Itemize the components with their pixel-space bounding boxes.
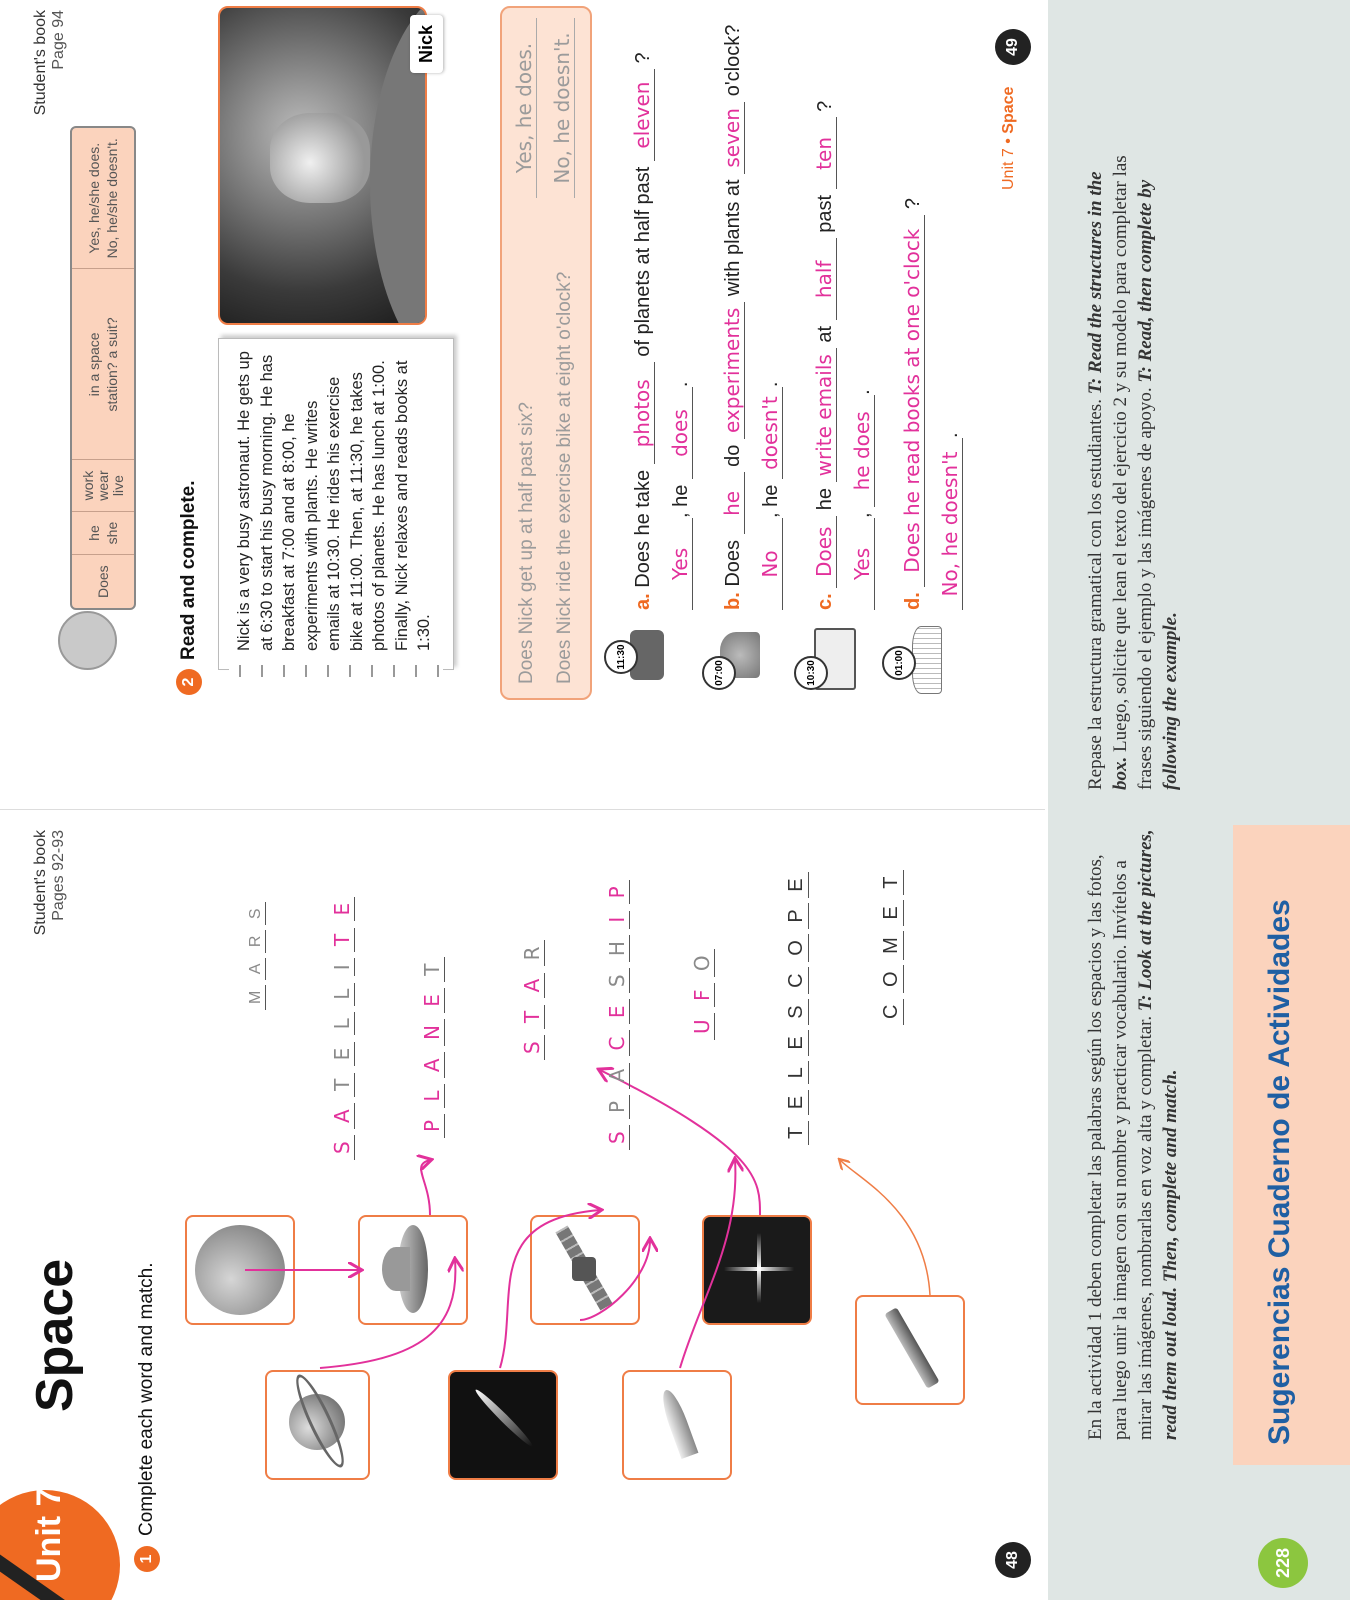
mascot-icon — [58, 611, 117, 670]
book-reference-pages: Pages 92-93 — [50, 830, 67, 921]
word-satellite — [330, 897, 355, 1160]
example-answer-1: Yes, he does. — [512, 18, 537, 198]
activity-instruction-2: Read and complete. — [178, 480, 199, 660]
letter: E — [785, 1030, 809, 1055]
book-reference-right — [32, 10, 68, 160]
item-c-question: c. Does he write emails at half past ten ? — [812, 100, 836, 610]
letter: T — [420, 957, 445, 981]
item-letter: c. — [814, 593, 836, 610]
letter: L — [330, 1012, 355, 1035]
letter: S — [785, 999, 809, 1024]
letter: T — [330, 1073, 355, 1097]
word-ufo — [690, 949, 715, 1040]
nick-label: Nick — [410, 15, 443, 73]
clock-icon: 11:30 — [604, 640, 638, 674]
item-b-picture — [706, 620, 766, 690]
answer-fill: seven — [720, 102, 745, 174]
letter: E — [330, 1042, 355, 1067]
letter: H — [605, 935, 630, 962]
note-activity-2 — [1083, 150, 1183, 790]
letter: E — [785, 1090, 809, 1115]
item-c-answer: Yes, he does. — [850, 389, 875, 610]
notes-page-number: 228 — [1258, 1538, 1308, 1588]
letter: O — [880, 965, 904, 993]
letter: A — [247, 958, 266, 981]
activity-number: 1 — [134, 1546, 160, 1572]
item-d-question: d. Does he read books at one o'clock ? — [900, 197, 924, 610]
clock-icon: 07:00 — [702, 656, 736, 690]
clock-icon: 01:00 — [882, 646, 916, 680]
answer-fill: No, he doesn't — [938, 438, 963, 610]
letter: A — [605, 1063, 630, 1089]
letter: L — [420, 1084, 445, 1107]
letter: R — [520, 940, 545, 966]
grammar-col-verb: work wear live — [72, 459, 134, 510]
footer-bullet: • — [1000, 133, 1017, 144]
letter: L — [785, 1061, 809, 1084]
unit-title: Space — [26, 1258, 84, 1412]
item-a-answer: Yes, he does. — [668, 382, 693, 610]
letter: E — [330, 897, 355, 922]
book-reference-page: Page 94 — [50, 10, 67, 70]
item-d-picture — [890, 620, 950, 700]
letter: E — [880, 900, 904, 925]
activity-instruction: Complete each word and match. — [136, 1262, 157, 1536]
item-a-question: a. Does he take photos of planets at half past eleven ? — [630, 52, 654, 610]
book-reference-title: Student's book — [32, 10, 49, 116]
note-activity-1 — [1083, 820, 1183, 1440]
letter: A — [420, 1052, 445, 1078]
item-c-picture — [800, 620, 860, 700]
example-question-1: Does Nick get up at half past six? — [516, 402, 537, 684]
example-question-2: Does Nick ride the exercise bike at eight o'clock? — [554, 271, 575, 684]
answer-fill: he does — [850, 395, 875, 507]
letter: C — [880, 999, 904, 1025]
letter: S — [247, 902, 266, 925]
reading-text: Nick is a very busy astronaut. He gets up at 6:30 to start his busy morning. He has breakfast at 7:00 and at 8:00, he experiments with plants. He writes emails at 10:30. He rides his exercise bike at 11:00. Then, at 11:30, he takes photos of planets. He has lunch at 1:00. Finally, Nick relaxes and reads books at 1:30. — [235, 351, 433, 651]
letter: E — [785, 872, 809, 897]
word-spaceship — [605, 880, 630, 1150]
item-b-question: b. Does he do experiments with plants at seven o'clock? — [720, 24, 744, 610]
item-letter: b. — [722, 592, 744, 610]
word-comet — [880, 871, 904, 1026]
answer-fill: Does — [812, 516, 837, 588]
letter: E — [420, 988, 445, 1013]
grammar-col-does: Does — [72, 554, 134, 608]
astronaut-icon — [270, 113, 370, 203]
answer-fill: photos — [630, 362, 655, 464]
notes-heading: Sugerencias Cuaderno de Actividades — [1263, 899, 1296, 1445]
astronaut-photo — [218, 6, 427, 325]
footer-topic: Space — [1000, 86, 1017, 134]
answer-fill: Yes — [850, 518, 875, 610]
grammar-col-object: in a space station? a suit? — [72, 268, 134, 459]
page-number-right: 49 — [995, 29, 1031, 65]
grammar-box — [70, 126, 136, 610]
letter: C — [785, 967, 809, 993]
letter: S — [605, 968, 630, 993]
item-b-answer: No, he doesn't. — [758, 382, 783, 610]
book-icon — [912, 626, 942, 694]
letter: S — [520, 1035, 545, 1060]
letter: C — [605, 1031, 630, 1057]
answer-fill: experiments — [720, 302, 745, 439]
letter: T — [785, 1121, 809, 1145]
letter: T — [520, 1005, 545, 1029]
page-number-left: 48 — [995, 1542, 1031, 1578]
letter: U — [690, 1013, 715, 1040]
answer-fill: half — [812, 238, 837, 320]
item-a-picture — [612, 620, 672, 690]
letter: P — [605, 1095, 630, 1119]
answer-fill: he — [720, 472, 745, 534]
letter: M — [880, 931, 904, 960]
page-footer — [1000, 87, 1018, 190]
word-planet — [420, 957, 445, 1138]
note-2-text-a: Repase la estructura gramatical con los estudiantes. — [1085, 399, 1106, 790]
letter: A — [330, 1103, 355, 1129]
letter: P — [605, 880, 630, 904]
word-star — [520, 940, 545, 1060]
answer-fill: write emails — [812, 348, 837, 482]
letter: P — [420, 1114, 445, 1138]
teacher-notes-band — [1048, 0, 1350, 1600]
book-reference-title: Student's book — [32, 830, 49, 936]
page-divider — [0, 809, 1045, 810]
letter: L — [330, 983, 355, 1006]
example-box — [500, 6, 592, 700]
note-2-text-b: Luego, solicite que lean el texto del ejercicio 2 y su modelo para completar las frases siguiendo el ejemplo y las imágenes de apoyo. — [1110, 155, 1156, 790]
answer-fill: No — [758, 518, 783, 610]
right-page — [0, 0, 1045, 800]
spiral-binding — [229, 665, 443, 677]
unit-badge-label: Unit 7 — [30, 1487, 68, 1582]
letter: O — [690, 949, 715, 977]
activity-number-2: 2 — [176, 669, 202, 695]
reading-text-card — [218, 338, 454, 670]
note-1-text: En la actividad 1 deben completar las palabras según los espacios y las fotos, para luego unir la imagen con su nombre y practicar vocabulario. Invítelos a mirar las imágenes, nombrarlas en voz alta y completar. — [1085, 854, 1156, 1440]
letter: F — [690, 983, 715, 1007]
answer-fill: Yes — [668, 518, 693, 610]
example-answer-2: No, he doesn't. — [550, 18, 575, 198]
grammar-col-subject: he she — [72, 511, 134, 555]
letter: T — [330, 928, 355, 952]
left-page — [0, 815, 1045, 1600]
clock-icon: 10:30 — [794, 656, 828, 690]
letter: S — [605, 1125, 630, 1150]
note-2-instruction-a: T: Read the structures in the box. — [1085, 171, 1131, 790]
letter: I — [605, 911, 630, 929]
answer-fill: eleven — [630, 69, 655, 161]
letter: O — [785, 934, 809, 962]
answer-fill: does — [668, 387, 693, 479]
item-letter: d. — [902, 592, 924, 610]
letter: N — [420, 1019, 445, 1046]
answer-fill: Does he read books at one o'clock — [900, 215, 925, 587]
letter: I — [330, 958, 355, 976]
letter: P — [785, 903, 809, 928]
item-d-answer: No, he doesn't. — [938, 432, 963, 610]
answer-fill: doesn't — [758, 387, 783, 479]
letter: S — [330, 1135, 355, 1160]
letter: A — [520, 973, 545, 999]
letter: E — [605, 1000, 630, 1025]
answer-fill: ten — [812, 117, 837, 189]
letter: M — [247, 985, 266, 1010]
letter: T — [880, 871, 904, 895]
item-letter: a. — [632, 593, 654, 610]
footer-unit: Unit 7 — [1000, 148, 1017, 190]
note-1-instruction: T: Look at the pictures, read them out loud. Then, complete and match. — [1135, 829, 1181, 1440]
note-2-instruction-b: T: Read, then complete by following the example. — [1135, 179, 1181, 790]
letter: R — [247, 930, 266, 954]
grammar-col-answers: Yes, he/she does. No, he/she doesn't. — [86, 138, 120, 259]
word-telescope — [785, 872, 809, 1145]
word-mars — [247, 902, 266, 1010]
